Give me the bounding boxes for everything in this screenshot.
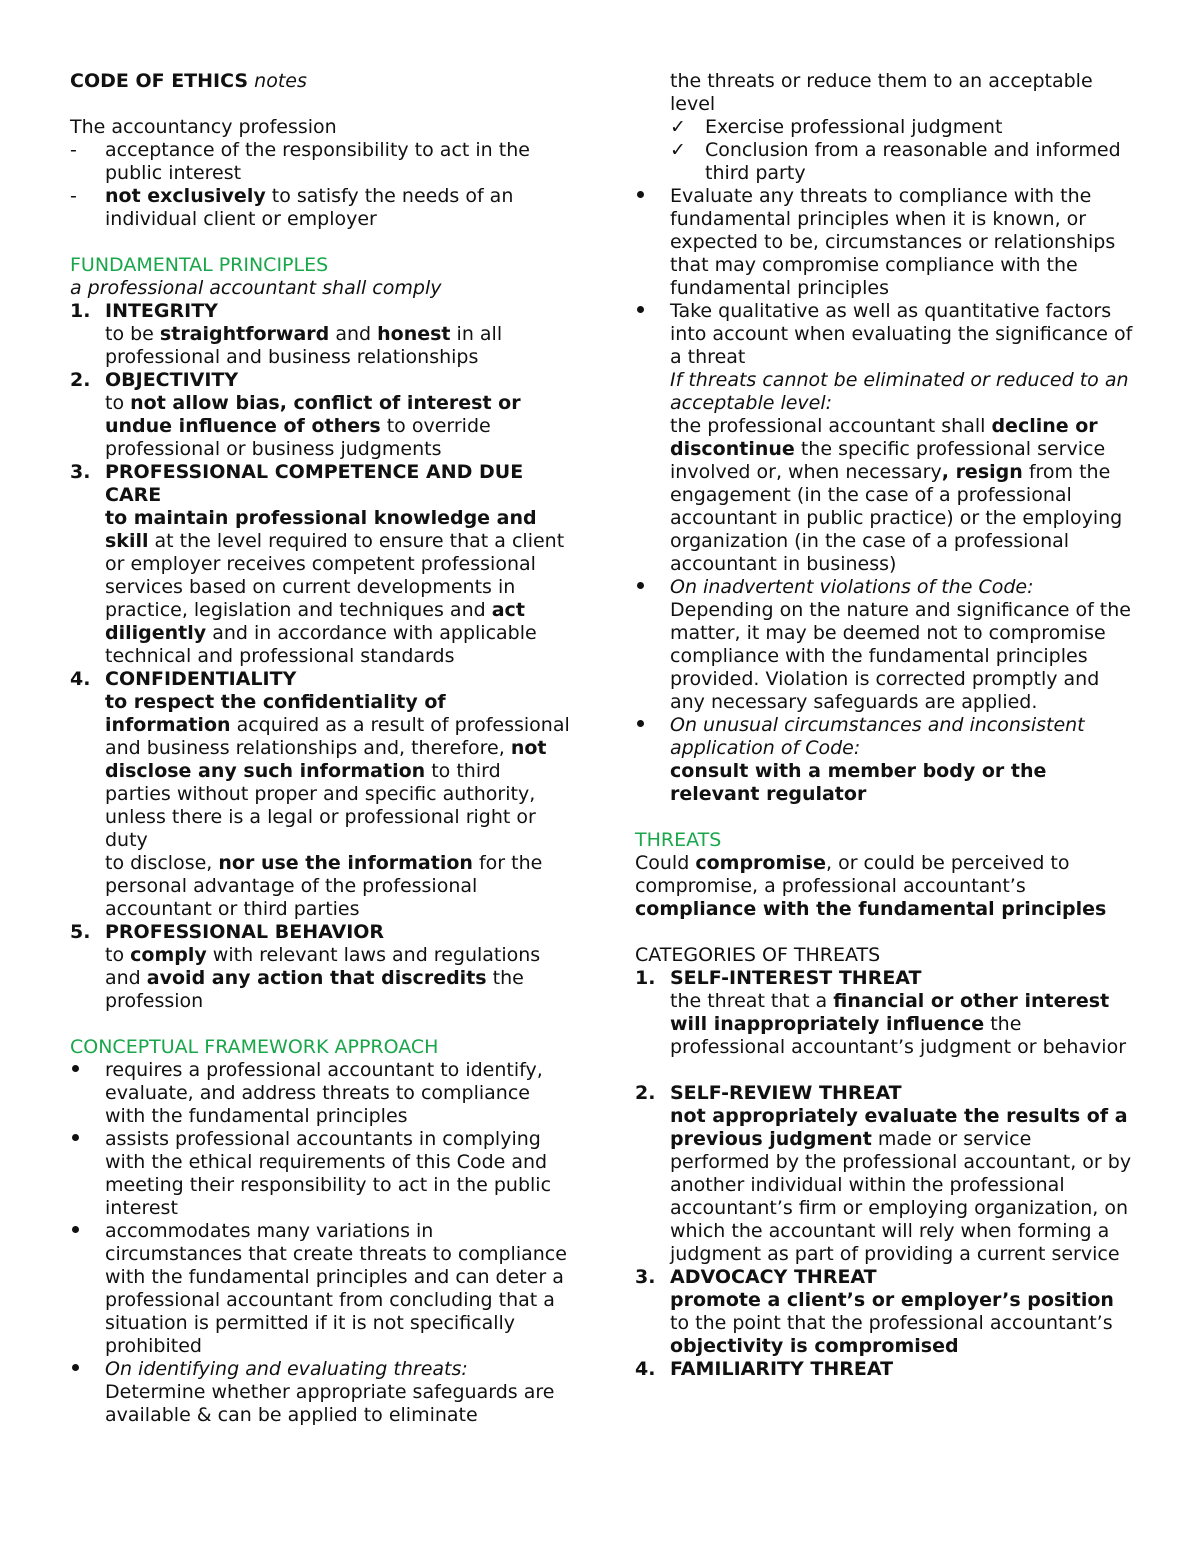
bullet-continuation: the threats or reduce them to an acceptable level — [670, 70, 1093, 115]
threat-familiarity: 4. FAMILIARITY THREAT — [635, 1358, 1135, 1381]
check-item: ✓ Conclusion from a reasonable and informed third party — [670, 139, 1121, 184]
bullet-item: accommodates many variations in circumstances that create threats to compliance with the fundamental principles and can deter a professional accountant from concluding that a situation is permitted if it is not specifically prohibited — [70, 1220, 570, 1358]
fundamental-principles-subheading: a professional accountant shall comply — [70, 277, 442, 299]
document-title: CODE OF ETHICS notes — [70, 70, 307, 92]
checkmark-icon: ✓ — [670, 116, 686, 138]
bullet-icon — [637, 191, 644, 198]
checkmark-icon: ✓ — [670, 139, 686, 161]
principle-title: INTEGRITY — [105, 300, 218, 322]
principle-competence: 3. PROFESSIONAL COMPETENCE AND DUE CARE to maintain professional knowledge and skill at the level required to ensure that a client or employer receives competent professional services based on current developments in practice, legislation and techniques and act diligently and in accordance with applicable technical and professional standards — [70, 461, 570, 668]
threat-title: SELF-INTEREST THREAT — [670, 967, 922, 989]
bullet-icon — [637, 306, 644, 313]
fundamental-principles-heading: FUNDAMENTAL PRINCIPLES — [70, 254, 329, 276]
principle-title: PROFESSIONAL BEHAVIOR — [105, 921, 385, 943]
intro-dash-item: - acceptance of the responsibility to act in the public interest — [70, 139, 530, 184]
bullet-item: requires a professional accountant to identify, evaluate, and address threats to compliance with the fundamental principles — [70, 1059, 570, 1128]
threats-heading: THREATS — [635, 829, 722, 851]
threat-title: ADVOCACY THREAT — [670, 1266, 877, 1288]
categories-heading: CATEGORIES OF THREATS — [635, 944, 881, 966]
bullet-icon — [72, 1364, 79, 1371]
left-column — [70, 70, 570, 1427]
bullet-item: Take qualitative as well as quantitative factors into account when evaluating the significance of a threat If threats cannot be eliminated or reduced to an acceptable level: the professional accountant shall decline or discontinue the specific professional service involved or, when necessary, resign from the engagement (in the case of a professional accountant in public practice) or the employing organization (in the case of a professional accountant in business) — [635, 300, 1135, 576]
principle-integrity: 1. INTEGRITY to be straightforward and honest in all professional and business relationships — [70, 300, 570, 369]
principle-title: CONFIDENTIALITY — [105, 668, 297, 690]
bullet-icon — [637, 582, 644, 589]
bullet-icon — [72, 1134, 79, 1141]
threat-self-interest: 1. SELF-INTEREST THREAT the threat that a financial or other interest will inappropriately influence the professional accountant’s judgment or behavior — [635, 967, 1135, 1059]
bullet-icon — [72, 1065, 79, 1072]
bullet-item: Evaluate any threats to compliance with the fundamental principles when it is known, or expected to be, circumstances or relationships that may compromise compliance with the fundamental principles — [635, 185, 1135, 300]
threat-self-review: 2. SELF-REVIEW THREAT not appropriately evaluate the results of a previous judgment made or service performed by the professional accountant, or by another individual within the professional accountant’s firm or employing organization, on which the accountant will rely when forming a judgment as part of providing a current service — [635, 1082, 1135, 1266]
principle-title: OBJECTIVITY — [105, 369, 239, 391]
principle-confidentiality: 4. CONFIDENTIALITY to respect the confidentiality of information acquired as a result of professional and business relationships and, therefore, not disclose any such information to third parties without proper and specific authority, unless there is a legal or professional right or duty to disclose, nor use the information for the personal advantage of the professional accountant or third parties — [70, 668, 570, 920]
bullet-item: On identifying and evaluating threats: Determine whether appropriate safeguards are available & can be applied to eliminate — [70, 1358, 570, 1427]
bullet-item: On unusual circumstances and inconsistent application of Code: consult with a member body or the relevant regulator — [635, 714, 1135, 806]
principle-title: PROFESSIONAL COMPETENCE AND DUE CARE — [105, 461, 524, 506]
conceptual-framework-heading: CONCEPTUAL FRAMEWORK APPROACH — [70, 1036, 439, 1058]
intro-heading: The accountancy profession — [70, 116, 337, 138]
threat-title: SELF-REVIEW THREAT — [670, 1082, 902, 1104]
check-item: ✓ Exercise professional judgment — [670, 116, 1003, 138]
bullet-icon — [72, 1226, 79, 1233]
threats-definition: Could compromise, or could be perceived to compromise, a professional accountant’s compliance with the fundamental principles — [635, 852, 1107, 920]
threat-title: FAMILIARITY THREAT — [670, 1358, 894, 1380]
intro-dash-item: - not exclusively to satisfy the needs of an individual client or employer — [70, 185, 514, 230]
threat-advocacy: 3. ADVOCACY THREAT promote a client’s or employer’s position to the point that the professional accountant’s objectivity is compromised — [635, 1266, 1135, 1358]
principle-professional-behavior: 5. PROFESSIONAL BEHAVIOR to comply with relevant laws and regulations and avoid any action that discredits the profession — [70, 921, 570, 1013]
bullet-item: On inadvertent violations of the Code: Depending on the nature and significance of the matter, it may be deemed not to compromise compliance with the fundamental principles provided. Violation is corrected promptly and any necessary safeguards are applied. — [635, 576, 1135, 714]
right-column — [635, 70, 1135, 1381]
principle-objectivity: 2. OBJECTIVITY to not allow bias, conflict of interest or undue influence of others to override professional or business judgments — [70, 369, 570, 461]
bullet-icon — [637, 720, 644, 727]
bullet-item: assists professional accountants in complying with the ethical requirements of this Code and meeting their responsibility to act in the public interest — [70, 1128, 570, 1220]
